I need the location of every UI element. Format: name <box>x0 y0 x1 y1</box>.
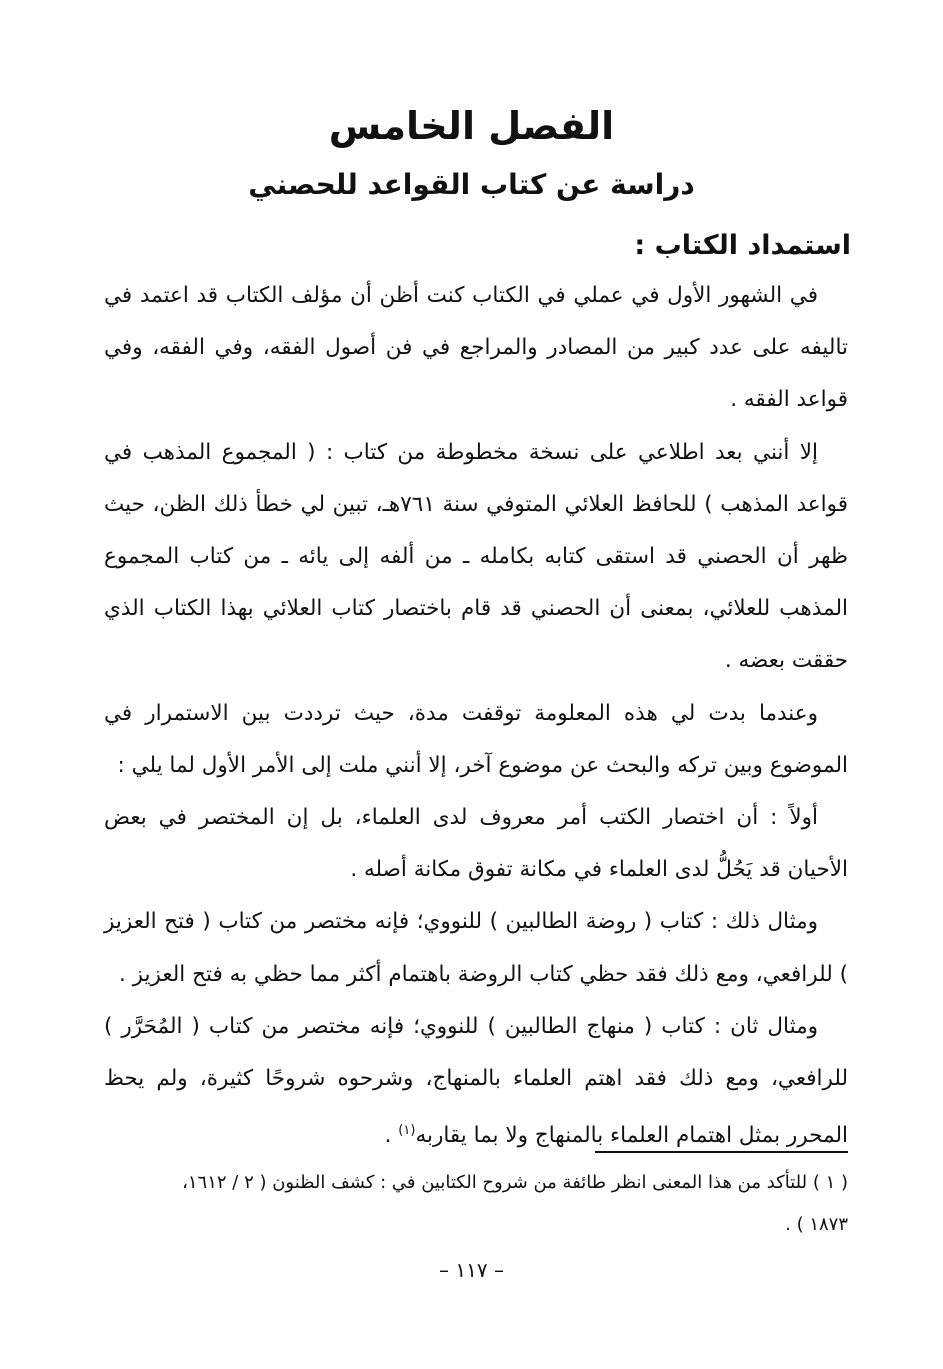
paragraph: في الشهور الأول في عملي في الكتاب كنت أظن أن مؤلف الكتاب قد اعتمد في تاليفه على عدد كبير من المصادر والمراجع في فن أصول الفقه، وفي الفقه، وفي قواعد الفقه . <box>104 283 848 413</box>
paragraph: ومثال ذلك : كتاب ( روضة الطالبين ) للنووي؛ فإنه مختصر من كتاب ( فتح العزيز ) للرافعي، ومع ذلك فقد حظي كتاب الروضة باهتمام أكثر مما حظي به فتح العزيز . <box>104 909 848 987</box>
chapter-title: الفصل الخامس <box>328 104 615 148</box>
page-number: – ١١٧ – <box>439 1258 504 1282</box>
paragraph-text: ومثال ثان : كتاب ( منهاج الطالبين ) للنووي؛ فإنه مختصر من كتاب ( المُحَرَّر ) للرافعي، ومع ذلك فقد اهتم العلماء بالمنهاج، وشرحوه شروحًا كثيرة، ولم يحظ المحرر بمثل اهتمام العلماء بالمنهاج ولا بما يقاربه <box>104 1013 848 1149</box>
section-heading: استمداد الكتاب : <box>634 230 851 261</box>
body-text <box>104 270 848 1163</box>
chapter-subtitle: دراسة عن كتاب القواعد للحصني <box>248 168 695 201</box>
footnote <box>104 1162 848 1246</box>
footnote-marker: (١) <box>398 1123 416 1139</box>
paragraph: أولاً : أن اختصار الكتب أمر معروف لدى العلماء، بل إن المختصر في بعض الأحيان قد يَحُلُّ لدى العلماء في مكانة تفوق مكانة أصله . <box>104 805 848 883</box>
paragraph-last <box>104 1001 848 1163</box>
paragraph-end: . <box>384 1123 399 1149</box>
footnote-divider <box>595 1151 848 1153</box>
footnote-line: ( ١ ) للتأكد من هذا المعنى انظر طائفة من شروح الكتابين في : كشف الظنون ( ٢ / ١٦١٢، <box>182 1172 848 1193</box>
paragraph: إلا أنني بعد اطلاعي على نسخة مخطوطة من كتاب : ( المجموع المذهب في قواعد المذهب ) للحافظ العلائي المتوفي سنة ٧٦١هـ، تبين لي خطأ ذلك الظن، حيث ظهر أن الحصني قد استقى كتابه بكامله ـ من ألفه إلى يائه ـ من كتاب المجموع المذهب للعلائي، بمعنى أن الحصني قد قام باختصار كتاب العلائي بهذا الكتاب الذي حققت بعضه . <box>104 439 848 674</box>
paragraph: وعندما بدت لي هذه المعلومة توقفت مدة، حيث ترددت بين الاستمرار في الموضوع وبين تركه والبحث عن موضوع آخر، إلا أنني ملت إلى الأمر الأول لما يلي : <box>104 700 848 778</box>
footnote-line: ١٨٧٣ ) . <box>785 1214 848 1235</box>
